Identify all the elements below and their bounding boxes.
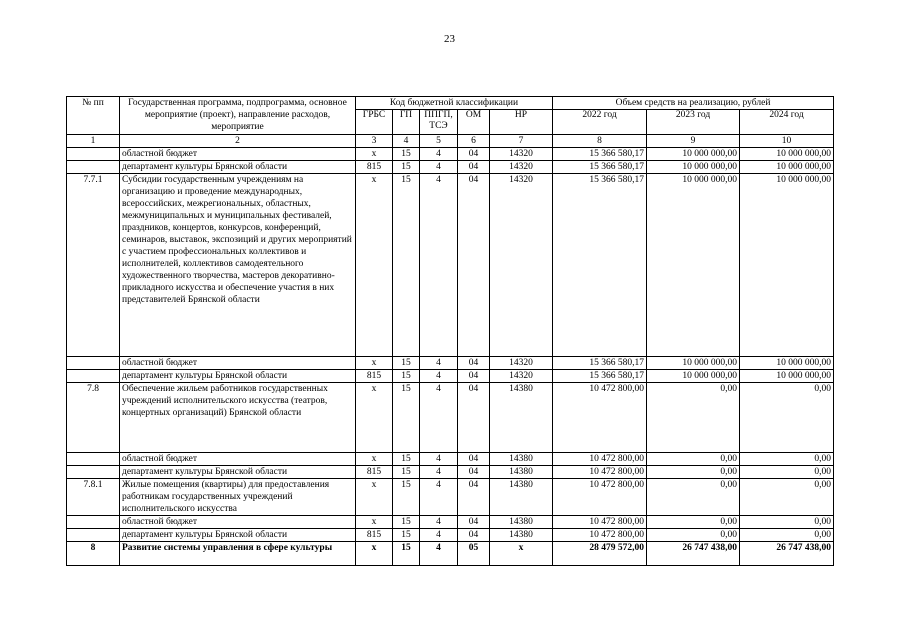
cell-om: 04: [458, 148, 490, 161]
page-number: 23: [444, 33, 455, 45]
cell-ppgp: 4: [420, 383, 458, 453]
cell-2022: 10 472 800,00: [553, 383, 647, 453]
cell-2023: 0,00: [647, 383, 740, 453]
row-number: 7.8.1: [67, 479, 120, 516]
cell-2024: 10 000 000,00: [740, 161, 834, 174]
cell-grbs: х: [356, 383, 393, 453]
table-row: [67, 148, 834, 161]
cell-om: 04: [458, 357, 490, 370]
cell-2024: 26 747 438,00: [740, 542, 834, 566]
cell-2023: 0,00: [647, 466, 740, 479]
cell-gp: 15: [393, 479, 420, 516]
cell-nr: 14320: [490, 161, 553, 174]
cell-2024: 0,00: [740, 479, 834, 516]
cell-2023: 10 000 000,00: [647, 357, 740, 370]
cell-gp: 15: [393, 529, 420, 542]
header-2022: 2022 год: [553, 110, 647, 135]
cell-nr: 14380: [490, 516, 553, 529]
cell-2024: 10 000 000,00: [740, 148, 834, 161]
cell-grbs: х: [356, 542, 393, 566]
cell-2024: 0,00: [740, 529, 834, 542]
cell-grbs: 815: [356, 466, 393, 479]
row-number: [67, 516, 120, 529]
table-row: [67, 542, 834, 566]
numbering-row: [67, 135, 834, 148]
header-om: ОМ: [458, 110, 490, 135]
col-number: 4: [393, 135, 420, 148]
col-number: 10: [740, 135, 834, 148]
cell-2022: 15 366 580,17: [553, 174, 647, 357]
cell-ppgp: 4: [420, 529, 458, 542]
cell-ppgp: 4: [420, 148, 458, 161]
cell-2024: 10 000 000,00: [740, 370, 834, 383]
cell-om: 04: [458, 174, 490, 357]
cell-grbs: 815: [356, 529, 393, 542]
col-number: 1: [67, 135, 120, 148]
col-number: 2: [120, 135, 356, 148]
cell-2023: 0,00: [647, 479, 740, 516]
cell-gp: 15: [393, 161, 420, 174]
cell-ppgp: 4: [420, 161, 458, 174]
row-name: департамент культуры Брянской области: [120, 466, 356, 479]
cell-om: 04: [458, 161, 490, 174]
row-name: департамент культуры Брянской области: [120, 370, 356, 383]
cell-nr: 14380: [490, 453, 553, 466]
table-row: [67, 357, 834, 370]
cell-om: 04: [458, 466, 490, 479]
cell-ppgp: 4: [420, 453, 458, 466]
cell-gp: 15: [393, 174, 420, 357]
cell-ppgp: 4: [420, 479, 458, 516]
cell-grbs: х: [356, 453, 393, 466]
cell-2022: 10 472 800,00: [553, 529, 647, 542]
col-number: 6: [458, 135, 490, 148]
table-row: [67, 383, 834, 453]
table-row: [67, 516, 834, 529]
cell-2023: 26 747 438,00: [647, 542, 740, 566]
row-name: Развитие системы управления в сфере культуры: [120, 542, 356, 566]
table-row: [67, 370, 834, 383]
cell-nr: 14320: [490, 174, 553, 357]
header-2024: 2024 год: [740, 110, 834, 135]
cell-grbs: х: [356, 174, 393, 357]
header-kbk: Код бюджетной классификации: [356, 97, 553, 110]
header-grbs: ГРБС: [356, 110, 393, 135]
header-ppgp: ППГП, ТСЭ: [420, 110, 458, 135]
row-number: [67, 148, 120, 161]
cell-2022: 10 472 800,00: [553, 466, 647, 479]
cell-om: 05: [458, 542, 490, 566]
cell-2023: 10 000 000,00: [647, 161, 740, 174]
cell-grbs: х: [356, 479, 393, 516]
table-row: [67, 466, 834, 479]
cell-2022: 15 366 580,17: [553, 148, 647, 161]
row-number: [67, 529, 120, 542]
row-name: областной бюджет: [120, 148, 356, 161]
row-name: областной бюджет: [120, 516, 356, 529]
row-name: Обеспечение жильем работников государственных учреждений исполнительского искусства (театров, концертных организаций) Брянской области: [120, 383, 356, 453]
cell-2022: 15 366 580,17: [553, 357, 647, 370]
cell-grbs: х: [356, 148, 393, 161]
cell-nr: 14320: [490, 148, 553, 161]
table-row: [67, 174, 834, 357]
row-number: [67, 466, 120, 479]
row-number: [67, 370, 120, 383]
cell-om: 04: [458, 529, 490, 542]
cell-nr: 14380: [490, 479, 553, 516]
row-number: 7.7.1: [67, 174, 120, 357]
cell-om: 04: [458, 516, 490, 529]
cell-ppgp: 4: [420, 370, 458, 383]
cell-2023: 0,00: [647, 453, 740, 466]
cell-grbs: 815: [356, 370, 393, 383]
cell-om: 04: [458, 383, 490, 453]
cell-gp: 15: [393, 357, 420, 370]
row-number: [67, 453, 120, 466]
cell-grbs: х: [356, 516, 393, 529]
col-number: 5: [420, 135, 458, 148]
cell-grbs: х: [356, 357, 393, 370]
cell-2024: 0,00: [740, 516, 834, 529]
cell-ppgp: 4: [420, 516, 458, 529]
cell-ppgp: 4: [420, 357, 458, 370]
cell-gp: 15: [393, 453, 420, 466]
row-number: [67, 357, 120, 370]
header-num: № пп: [67, 97, 120, 135]
header-2023: 2023 год: [647, 110, 740, 135]
cell-2022: 10 472 800,00: [553, 479, 647, 516]
table-row: [67, 479, 834, 516]
cell-gp: 15: [393, 466, 420, 479]
col-number: 3: [356, 135, 393, 148]
row-name: областной бюджет: [120, 357, 356, 370]
table-row: [67, 453, 834, 466]
cell-2023: 0,00: [647, 529, 740, 542]
cell-2022: 15 366 580,17: [553, 370, 647, 383]
cell-2023: 10 000 000,00: [647, 370, 740, 383]
row-number: 8: [67, 542, 120, 566]
col-number: 8: [553, 135, 647, 148]
row-name: Жилые помещения (квартиры) для предоставления работникам государственных учреждений исполнительского искусства: [120, 479, 356, 516]
cell-om: 04: [458, 479, 490, 516]
cell-nr: 14320: [490, 357, 553, 370]
cell-2024: 10 000 000,00: [740, 174, 834, 357]
cell-nr: 14320: [490, 370, 553, 383]
cell-2023: 10 000 000,00: [647, 148, 740, 161]
table-row: [67, 161, 834, 174]
header-nr: НР: [490, 110, 553, 135]
col-number: 7: [490, 135, 553, 148]
cell-nr: 14380: [490, 466, 553, 479]
cell-gp: 15: [393, 148, 420, 161]
col-number: 9: [647, 135, 740, 148]
cell-ppgp: 4: [420, 466, 458, 479]
cell-2022: 10 472 800,00: [553, 453, 647, 466]
cell-gp: 15: [393, 516, 420, 529]
row-number: 7.8: [67, 383, 120, 453]
cell-ppgp: 4: [420, 174, 458, 357]
cell-gp: 15: [393, 370, 420, 383]
budget-table: [66, 96, 834, 566]
table-row: [67, 529, 834, 542]
row-name: департамент культуры Брянской области: [120, 161, 356, 174]
row-name: департамент культуры Брянской области: [120, 529, 356, 542]
cell-2022: 10 472 800,00: [553, 516, 647, 529]
cell-2023: 0,00: [647, 516, 740, 529]
row-number: [67, 161, 120, 174]
cell-2024: 0,00: [740, 453, 834, 466]
row-name: Субсидии государственным учреждениям на организацию и проведение международных, всероссийских, межрегиональных, областных, межмуниципальных и муниципальных фестивалей, праздников, концертов, конкурсов, конференций, семинаров, выставок, экспозиций и других мероприятий с участием профессиональных коллективов и исполнителей, коллективов самодеятельного художественного творчества, мастеров декоративно-прикладного искусства и обеспечение участия в них представителей Брянской области: [120, 174, 356, 357]
cell-2024: 0,00: [740, 383, 834, 453]
header-volume: Объем средств на реализацию, рублей: [553, 97, 834, 110]
cell-om: 04: [458, 453, 490, 466]
header-gp: ГП: [393, 110, 420, 135]
cell-2022: 15 366 580,17: [553, 161, 647, 174]
cell-2023: 10 000 000,00: [647, 174, 740, 357]
cell-nr: 14380: [490, 529, 553, 542]
row-name: областной бюджет: [120, 453, 356, 466]
cell-2022: 28 479 572,00: [553, 542, 647, 566]
cell-2024: 10 000 000,00: [740, 357, 834, 370]
cell-nr: 14380: [490, 383, 553, 453]
cell-grbs: 815: [356, 161, 393, 174]
header-name: Государственная программа, подпрограмма, основное мероприятие (проект), направление расходов, мероприятие: [120, 97, 356, 135]
cell-gp: 15: [393, 383, 420, 453]
cell-nr: х: [490, 542, 553, 566]
cell-ppgp: 4: [420, 542, 458, 566]
cell-2024: 0,00: [740, 466, 834, 479]
cell-gp: 15: [393, 542, 420, 566]
cell-om: 04: [458, 370, 490, 383]
